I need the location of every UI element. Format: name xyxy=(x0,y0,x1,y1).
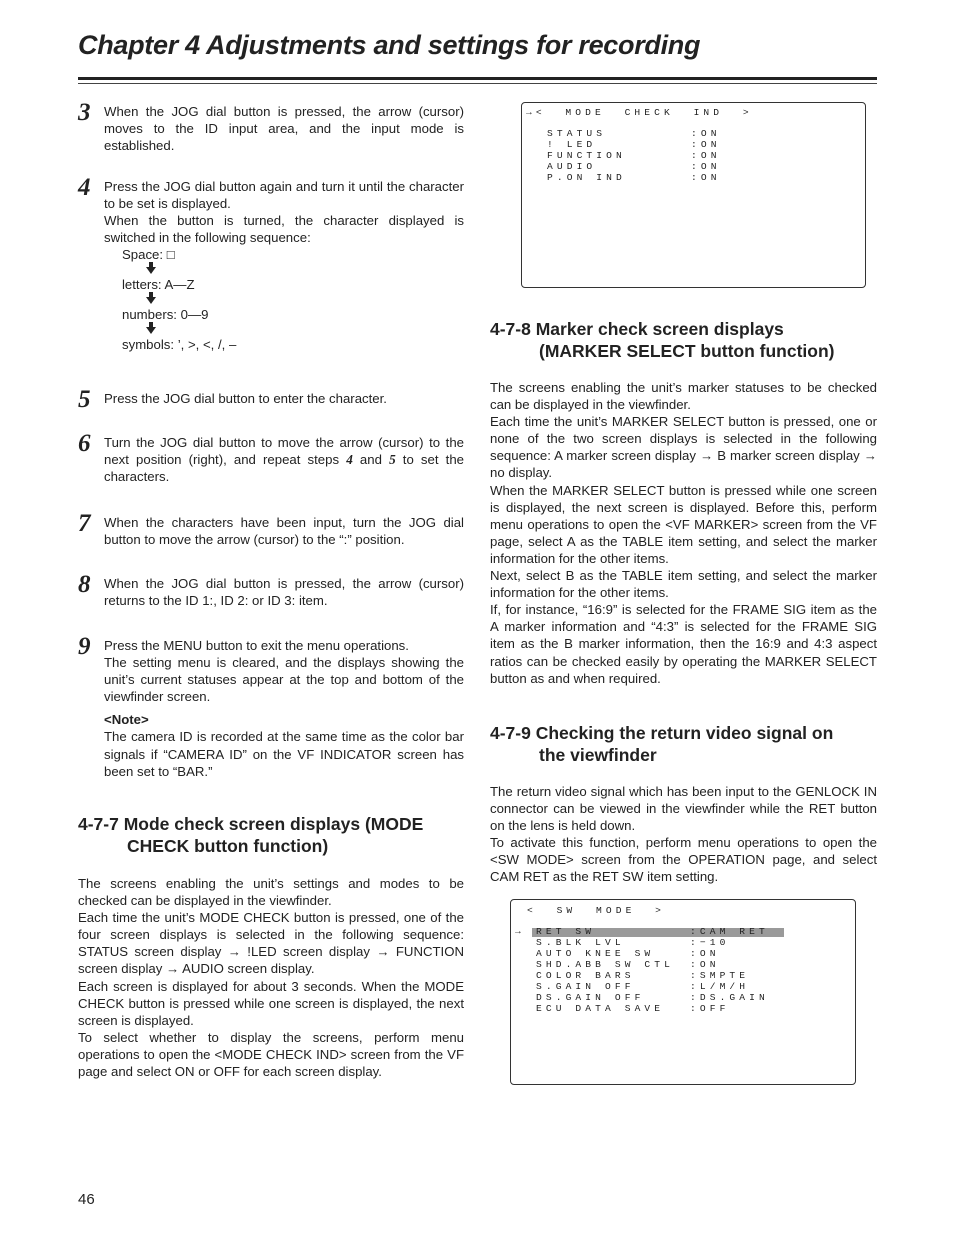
osd-key: ! LED xyxy=(547,139,597,150)
osd-value: :SMPTE xyxy=(690,970,750,981)
osd-key: RET SW xyxy=(536,926,596,937)
osd-key: S.BLK LVL xyxy=(536,937,625,948)
step-number: 4 xyxy=(78,174,91,201)
note-label: <Note> xyxy=(104,712,149,728)
osd-value: :ON xyxy=(691,172,721,183)
paragraph: The return video signal which has been input to the GENLOCK IN connector can be viewed in the viewfinder while the RET button on the lens is held down. xyxy=(490,784,877,834)
paragraph: To select whether to display the screens, perform menu operations to open the <MODE CHECK IND> screen from the VF page and select ON or OFF for each screen display. xyxy=(78,1029,464,1080)
osd-value: :OFF xyxy=(690,1003,730,1014)
paragraph: If, for instance, “16:9” is selected for the FRAME SIG item as the A marker information and “4:3” is selected for the FRAME SIG item as the B marker information, then the 16:9 and 4:3 aspect ratios can be checked easily by operating the MARKER SELECT button as and when required. xyxy=(490,602,877,686)
note-text: The camera ID is recorded at the same time as the color bar signals if “CAMERA ID” on the VF INDICATOR screen has been set to “BAR.” xyxy=(104,729,464,779)
osd-title: →< MODE CHECK IND > xyxy=(526,107,753,118)
osd-title: < SW MODE > xyxy=(527,905,666,916)
step-number: 6 xyxy=(78,430,91,457)
cursor-arrow-icon: → xyxy=(515,926,525,937)
step-number: 5 xyxy=(78,386,91,413)
osd-key: STATUS xyxy=(547,128,607,139)
step-5 xyxy=(78,386,464,413)
step-number: 9 xyxy=(78,633,91,660)
paragraph: When the MARKER SELECT button is pressed while one screen is displayed, the next screen is displayed. Before this, perform menu operations to open the <VF MARKER> screen from the VF page, select A as the TABLE item setting, and select the marker information for the other items. xyxy=(490,482,877,566)
arrow-down-icon xyxy=(146,327,156,334)
header-rule-thick xyxy=(78,77,877,80)
osd-value: :ON xyxy=(690,959,720,970)
osd-value: :−10 xyxy=(690,937,730,948)
paragraph: The screens enabling the unit’s settings and modes to be checked can be displayed in the viewfinder. xyxy=(78,876,464,909)
paragraph: Each time the unit’s MODE CHECK button is pressed, one of the four screen displays is selected in the following sequence: STATUS screen display → !LED screen display → FUNCTION screen display → AUDIO screen display. xyxy=(78,910,464,977)
arrow-down-icon xyxy=(146,297,156,304)
section-title: 4-7-9 Checking the return video signal on the viewfinder xyxy=(490,723,834,765)
step-text: When the JOG dial button is pressed, the arrow (cursor) moves to the ID input area, and the input mode is established. xyxy=(104,104,464,154)
step-4 xyxy=(78,174,464,353)
section-4-7-8 xyxy=(490,318,877,687)
osd-value: :L/M/H xyxy=(690,981,750,992)
section-4-7-9 xyxy=(490,722,877,886)
osd-value: :ON xyxy=(690,948,720,959)
step-text: When the JOG dial button is pressed, the arrow (cursor) returns to the ID 1:, ID 2: or ID 3: item. xyxy=(104,576,464,609)
osd-key: ECU DATA SAVE xyxy=(536,1003,665,1014)
step-3 xyxy=(78,99,464,154)
sequence-item: letters: A—Z xyxy=(122,277,195,293)
step-number: 3 xyxy=(78,99,91,126)
paragraph: Each time the unit’s MARKER SELECT button is pressed, one or none of the two screen displays is selected in the following sequence: A marker screen display → B marker screen display → no display. xyxy=(490,414,877,481)
section-title: 4-7-8 Marker check screen displays (MARKER SELECT button function) xyxy=(490,319,835,361)
step-number: 7 xyxy=(78,510,91,537)
osd-key: FUNCTION xyxy=(547,150,626,161)
character-sequence xyxy=(122,246,464,353)
step-text: When the button is turned, the character displayed is switched in the following sequence: xyxy=(104,213,464,246)
osd-key: DS.GAIN OFF xyxy=(536,992,645,1003)
osd-key: SHD.ABB SW CTL xyxy=(536,959,675,970)
header-rule-thin xyxy=(78,83,877,84)
paragraph: Each screen is displayed for about 3 seconds. When the MODE CHECK button is pressed while one screen is displayed, the next screen is displayed. xyxy=(78,978,464,1028)
step-6 xyxy=(78,430,464,485)
step-text: When the characters have been input, turn the JOG dial button to move the arrow (cursor) to the “:” position. xyxy=(104,515,464,548)
step-number: 8 xyxy=(78,571,91,598)
osd-key: P.ON IND xyxy=(547,172,626,183)
osd-key: AUTO KNEE SW xyxy=(536,948,655,959)
paragraph: To activate this function, perform menu operations to open the <SW MODE> screen from the OPERATION page, and select CAM RET as the RET SW item setting. xyxy=(490,835,877,885)
osd-value: :ON xyxy=(691,128,721,139)
page-number: 46 xyxy=(78,1191,95,1208)
step-reference: 4 xyxy=(346,452,353,468)
step-text: Turn the JOG dial button to move the arrow (cursor) to the next position (right), and repeat steps 4 and 5 to set the characters. xyxy=(104,435,464,485)
osd-mode-check-screen xyxy=(521,102,866,288)
arrow-down-icon xyxy=(146,267,156,274)
sequence-item: Space: □ xyxy=(122,247,175,263)
step-text: Press the JOG dial button to enter the character. xyxy=(104,391,387,406)
step-text: Press the MENU button to exit the menu operations. xyxy=(104,638,409,653)
step-9 xyxy=(78,633,464,780)
osd-value: :ON xyxy=(691,150,721,161)
paragraph: Next, select B as the TABLE item setting, and select the marker information for the other items. xyxy=(490,568,877,601)
paragraph: The screens enabling the unit’s marker statuses to be checked can be displayed in the viewfinder. xyxy=(490,380,877,413)
step-8 xyxy=(78,571,464,609)
sequence-item: symbols: ’, >, <, /, – xyxy=(122,337,237,353)
section-4-7-7 xyxy=(78,813,464,1080)
step-reference: 5 xyxy=(389,452,396,468)
osd-value: :CAM RET xyxy=(690,926,769,937)
osd-value: :ON xyxy=(691,139,721,150)
osd-key: S.GAIN OFF xyxy=(536,981,635,992)
osd-value: :DS.GAIN xyxy=(690,992,769,1003)
step-text: The setting menu is cleared, and the displays showing the unit’s current statuses appear at the top and bottom of the viewfinder screen. xyxy=(104,655,464,705)
osd-value: :ON xyxy=(691,161,721,172)
step-7 xyxy=(78,510,464,548)
chapter-title: Chapter 4 Adjustments and settings for recording xyxy=(78,30,701,60)
osd-key: COLOR BARS xyxy=(536,970,635,981)
section-title: 4-7-7 Mode check screen displays (MODE CHECK button function) xyxy=(78,814,424,856)
step-text: Press the JOG dial button again and turn it until the character to be set is displayed. xyxy=(104,179,464,212)
osd-sw-mode-screen xyxy=(510,899,856,1085)
sequence-item: numbers: 0—9 xyxy=(122,307,209,323)
osd-key: AUDIO xyxy=(547,161,597,172)
